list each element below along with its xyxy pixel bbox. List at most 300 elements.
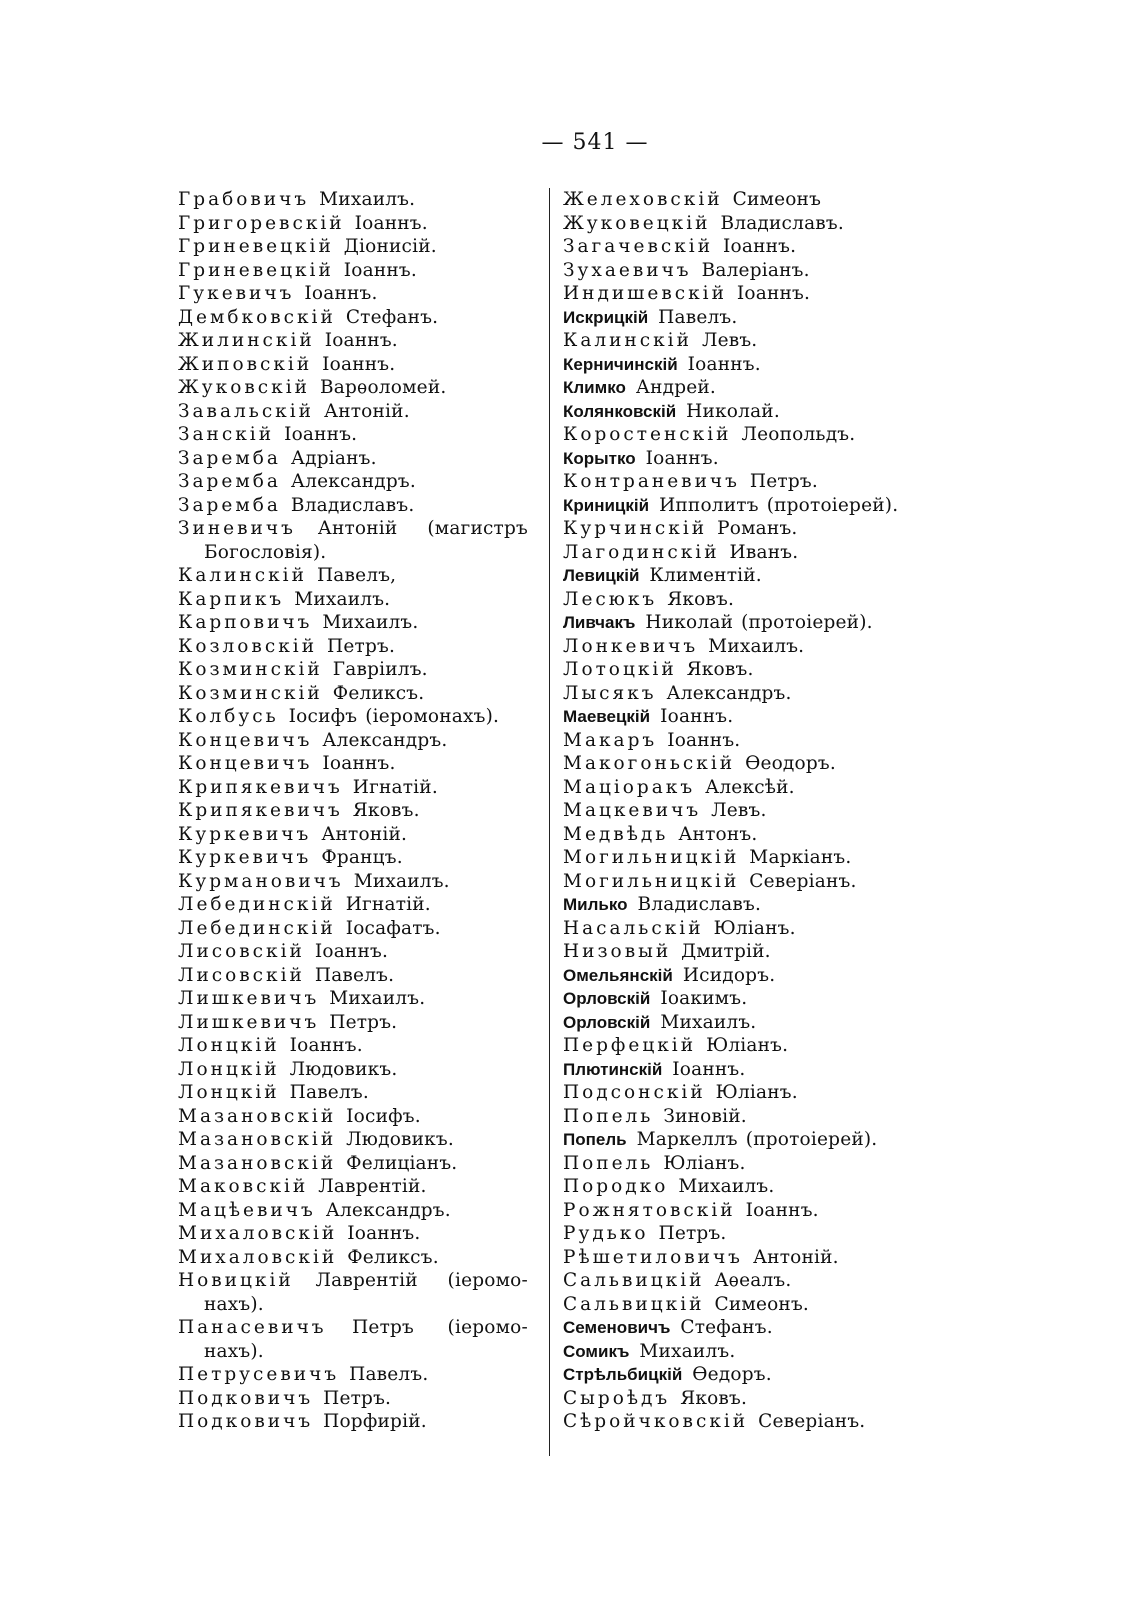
entry-note: (іеромонахъ).: [365, 706, 500, 727]
list-item: [563, 306, 923, 330]
entry-given-name: Францъ.: [321, 847, 403, 868]
list-item: [178, 1387, 538, 1411]
list-item: [563, 188, 923, 212]
entry-given-name: Александръ.: [322, 729, 448, 751]
entry-surname: Григоревскій: [178, 212, 345, 234]
entry-given-name: Лаврентій: [315, 1270, 418, 1291]
entry-given-name: Іоаннъ.: [304, 283, 378, 304]
list-item: [563, 1034, 923, 1058]
list-item: [563, 1410, 923, 1434]
entry-surname: Семеновичъ: [563, 1318, 671, 1337]
entry-given-name: Порфирій.: [323, 1411, 427, 1432]
entry-given-name: Андрей.: [635, 377, 717, 398]
entry-surname: Подсонскій: [563, 1082, 706, 1103]
entry-surname: Омельянскій: [563, 965, 673, 985]
entry-surname: Жиповскій: [178, 353, 313, 375]
entry-given-name: Северіанъ.: [749, 870, 857, 892]
entry-given-name: Александръ.: [290, 471, 416, 492]
entry-surname: Мацѣевичъ: [178, 1199, 316, 1221]
entry-given-name: Адріанъ.: [290, 447, 377, 469]
entry-given-name: Іоаннъ.: [723, 236, 797, 257]
entry-given-name: Діонисій.: [343, 236, 437, 257]
entry-surname: Милько: [563, 895, 628, 914]
entry-surname: Курмановичъ: [178, 870, 344, 892]
entry-surname: Низовый: [563, 941, 672, 962]
entry-surname: Ливчакъ: [563, 613, 636, 632]
list-item: [178, 423, 538, 447]
list-item: [563, 1387, 923, 1411]
entry-surname: Сыроѣдъ: [563, 1387, 671, 1409]
left-column: [178, 188, 538, 1434]
entry-surname: Лотоцкій: [563, 659, 677, 680]
entry-surname: Лесюкъ: [563, 588, 658, 610]
entry-surname: Породко: [563, 1176, 669, 1197]
entry-given-name: Юліанъ.: [715, 1082, 798, 1103]
entry-given-name: Стефанъ.: [345, 306, 439, 328]
entry-surname: Лебединскій: [178, 917, 336, 939]
entry-given-name: Владиславъ.: [290, 494, 415, 516]
entry-surname: Панасевичъ: [178, 1317, 327, 1338]
entry-surname: Лагодинскій: [563, 541, 720, 563]
entry-given-name: Северіанъ.: [758, 1411, 866, 1432]
entry-given-name: Дмитрій.: [681, 941, 771, 962]
entry-surname: Индишевскій: [563, 283, 727, 304]
entry-surname: Крипякевичъ: [178, 776, 343, 798]
entry-given-name: Александръ.: [666, 682, 792, 704]
entry-surname: Мазановскій: [178, 1105, 337, 1127]
entry-given-name: Іоаннъ.: [687, 353, 761, 375]
entry-given-name: Феликсъ.: [347, 1246, 439, 1268]
entry-given-name: Павелъ.: [658, 306, 738, 328]
list-item: [178, 494, 538, 518]
list-item: [563, 329, 923, 353]
entry-given-name: Ипполитъ: [659, 494, 759, 516]
entry-given-name: Іосифъ.: [346, 1105, 421, 1127]
entry-given-name: Игнатій.: [345, 894, 431, 915]
entry-surname: Лисовскій: [178, 941, 305, 962]
list-item: [563, 658, 923, 682]
entry-surname: Лишкевичъ: [178, 1011, 320, 1033]
list-item: [563, 729, 923, 753]
entry-given-name: Владиславъ.: [720, 212, 844, 234]
entry-given-name: Антонъ.: [678, 823, 758, 845]
entry-given-name: Ѳедоръ.: [692, 1364, 772, 1385]
list-item: [563, 1316, 923, 1340]
list-item: [563, 400, 923, 424]
entry-surname: Заремба: [178, 447, 281, 469]
list-item: [563, 282, 923, 306]
list-item: [178, 1222, 538, 1246]
entry-given-name: Николай: [645, 612, 734, 633]
entry-surname: Петрусевичъ: [178, 1364, 340, 1385]
list-item: [563, 564, 923, 588]
entry-given-name: Петръ.: [327, 635, 396, 657]
entry-surname: Маковскій: [178, 1176, 309, 1197]
list-item: [563, 1175, 923, 1199]
entry-surname: Сѣройчковскій: [563, 1411, 749, 1432]
entry-surname: Мазановскій: [178, 1129, 337, 1150]
entry-surname: Маціоракъ: [563, 776, 696, 798]
list-item: [563, 1340, 923, 1364]
list-item: [563, 1199, 923, 1223]
entry-given-name: Ѳеодоръ.: [745, 753, 836, 774]
entry-given-name: Михаилъ.: [639, 1340, 736, 1362]
entry-given-name: Павелъ.: [349, 1364, 429, 1385]
list-item: [178, 752, 538, 776]
entry-surname: Попель: [563, 1105, 654, 1127]
entry-given-name: Іоаннъ.: [745, 1199, 819, 1221]
entry-note: (протоіерей).: [766, 494, 899, 516]
entry-given-name: Людовикъ.: [289, 1058, 398, 1080]
list-item: [178, 658, 538, 682]
entry-surname: Рѣшетиловичъ: [563, 1246, 743, 1268]
entry-surname: Заремба: [178, 494, 281, 516]
entry-surname: Новицкій: [178, 1270, 294, 1291]
list-item: [563, 752, 923, 776]
entry-surname: Подковичъ: [178, 1411, 314, 1432]
entry-given-name: Юліанъ.: [706, 1035, 789, 1056]
entry-given-name: Левъ.: [701, 330, 758, 351]
list-item: [563, 846, 923, 870]
entry-given-name: Гавріилъ.: [332, 659, 428, 680]
list-item: [178, 893, 538, 917]
entry-surname: Лебединскій: [178, 894, 336, 915]
list-item: [563, 470, 923, 494]
list-item: [178, 282, 538, 306]
entry-surname: Рудько: [563, 1223, 649, 1244]
list-item: [178, 212, 538, 236]
entry-surname: Медвѣдь: [563, 823, 669, 845]
entry-note: (протоіерей).: [745, 1129, 878, 1150]
list-item: [178, 400, 538, 424]
entry-surname: Насальскій: [563, 917, 704, 939]
entry-surname: Желеховскій: [563, 189, 723, 210]
entry-surname: Могильницкій: [563, 847, 740, 868]
entry-given-name: Зиновій.: [663, 1105, 747, 1127]
entry-given-name: Яковъ.: [686, 659, 754, 680]
entry-surname: Калинскій: [563, 330, 692, 351]
entry-surname: Стрѣльбицкій: [563, 1365, 683, 1384]
entry-surname: Плютинскій: [563, 1059, 663, 1079]
entry-given-name: Владиславъ.: [637, 894, 762, 915]
entry-given-name: Аѳеалъ.: [714, 1270, 792, 1291]
entry-given-name: Іоакимъ.: [660, 988, 748, 1009]
entry-given-name: Іоаннъ.: [667, 729, 741, 751]
list-item: [178, 1269, 528, 1293]
entry-given-name: Михаилъ.: [678, 1176, 775, 1197]
entry-note: (протоіерей).: [741, 612, 873, 633]
entry-given-name: Фелиціанъ.: [346, 1152, 458, 1174]
entry-surname: Лонкевичъ: [563, 635, 699, 657]
list-item: [563, 353, 923, 377]
list-item: [563, 776, 923, 800]
list-item: [563, 870, 923, 894]
entry-given-name: Симеонъ: [732, 189, 822, 210]
list-item: [178, 1293, 538, 1317]
entry-given-name: Іоаннъ.: [343, 259, 417, 281]
entry-surname: Гриневецкій: [178, 236, 334, 257]
list-item: [178, 517, 528, 541]
page-number: — 541 —: [541, 130, 649, 155]
list-item: [563, 705, 923, 729]
list-item: [178, 188, 538, 212]
list-item: [178, 259, 538, 283]
list-item: [178, 1316, 528, 1340]
list-item: [178, 1058, 538, 1082]
list-item: [178, 1410, 538, 1434]
list-item: [178, 682, 538, 706]
entry-given-name: Иванъ.: [729, 541, 799, 563]
entry-surname: Рожнятовскій: [563, 1199, 736, 1221]
entry-surname: Корытко: [563, 448, 636, 468]
entry-given-name: Романъ.: [717, 518, 798, 539]
list-item: [563, 1246, 923, 1270]
entry-surname: Попель: [563, 1152, 654, 1174]
list-item: [563, 423, 923, 447]
entry-surname: Сальвицкій: [563, 1293, 705, 1315]
list-item: [563, 1152, 923, 1176]
column-divider: [549, 188, 550, 1456]
list-item: [178, 235, 538, 259]
entry-surname: Козминскій: [178, 659, 323, 680]
entry-given-name: Петръ.: [329, 1011, 398, 1033]
list-item: [178, 306, 538, 330]
entry-surname: Загачевскій: [563, 236, 714, 257]
entry-surname: Козминскій: [178, 682, 323, 704]
list-item: [178, 1246, 538, 1270]
entry-surname: Сомикъ: [563, 1341, 630, 1361]
entry-surname: Керничинскій: [563, 354, 678, 374]
entry-given-name: Іоаннъ.: [322, 753, 396, 774]
list-item: [178, 353, 538, 377]
entry-given-name: Людовикъ.: [346, 1129, 454, 1150]
entry-surname: Куркевичъ: [178, 823, 312, 845]
list-item: [563, 1293, 923, 1317]
entry-given-name: Петръ: [352, 1317, 415, 1338]
entry-note: (іеромо-: [447, 1317, 528, 1338]
entry-given-name: Яковъ.: [680, 1387, 748, 1409]
list-item: [563, 1128, 923, 1152]
entry-surname: Криницкій: [563, 495, 650, 515]
entry-surname: Лонцкій: [178, 1058, 280, 1080]
entry-given-name: Іоаннъ.: [660, 706, 734, 727]
entry-given-name: Антоній.: [752, 1246, 839, 1268]
entry-given-name: Петръ.: [749, 471, 818, 492]
entry-surname: Лишкевичъ: [178, 988, 320, 1009]
entry-surname: Жуковецкій: [563, 212, 711, 234]
list-item: [178, 447, 538, 471]
list-item: [563, 940, 923, 964]
entry-surname: Мазановскій: [178, 1152, 337, 1174]
entry-surname: Гукевичъ: [178, 283, 295, 304]
entry-given-name: Іоаннъ.: [324, 330, 398, 351]
entry-given-name: Михаилъ.: [294, 588, 391, 610]
entry-given-name: Юліанъ.: [713, 917, 796, 939]
entry-surname: Макогоньскій: [563, 753, 736, 774]
entry-surname: Коростенскій: [563, 424, 732, 445]
list-item: [178, 611, 538, 635]
entry-given-name: Іоаннъ.: [284, 424, 358, 445]
entry-surname: Могильницкій: [563, 870, 740, 892]
entry-given-name: Михаилъ.: [322, 612, 419, 633]
list-item: [178, 329, 538, 353]
list-item: [563, 1011, 923, 1035]
entry-given-name: Іоаннъ.: [322, 353, 396, 375]
entry-given-name: Павелъ,: [316, 565, 397, 586]
entry-surname: Концевичъ: [178, 729, 313, 751]
list-item: [178, 1034, 538, 1058]
entry-given-name: Іоаннъ.: [347, 1223, 421, 1244]
entry-given-name: Іосифъ: [288, 706, 358, 727]
list-item: [563, 541, 923, 565]
entry-surname: Грабовичъ: [178, 189, 310, 210]
entry-continuation: нахъ).: [204, 1293, 264, 1315]
entry-given-name: Алексѣй.: [705, 776, 795, 798]
entry-given-name: Леопольдъ.: [741, 424, 856, 445]
entry-surname: Жуковскій: [178, 377, 310, 398]
entry-given-name: Яковъ.: [352, 800, 420, 821]
entry-surname: Дембковскій: [178, 306, 336, 328]
list-item: [178, 1011, 538, 1035]
list-item: [178, 799, 538, 823]
entry-given-name: Петръ.: [323, 1387, 392, 1409]
entry-given-name: Іосафатъ.: [345, 917, 441, 939]
entry-given-name: Яковъ.: [667, 588, 735, 610]
entry-surname: Орловскій: [563, 989, 651, 1008]
list-item: [563, 1269, 923, 1293]
entry-given-name: Антоній: [317, 518, 398, 539]
entry-surname: Левицкій: [563, 566, 640, 585]
entry-surname: Попель: [563, 1130, 627, 1149]
entry-surname: Искрицкій: [563, 307, 649, 327]
list-item: [178, 564, 538, 588]
entry-surname: Карповичъ: [178, 612, 313, 633]
list-item: [563, 1363, 923, 1387]
entry-given-name: Варѳоломей.: [319, 377, 447, 398]
list-item: [178, 964, 538, 988]
entry-continuation: Богословія).: [204, 541, 327, 563]
entry-given-name: Іоаннъ.: [289, 1035, 363, 1056]
entry-given-name: Маркіанъ.: [749, 847, 852, 868]
list-item: [563, 376, 923, 400]
list-item: [178, 1340, 538, 1364]
list-item: [563, 259, 923, 283]
entry-surname: Колбусь: [178, 706, 279, 727]
entry-surname: Климко: [563, 378, 626, 397]
list-item: [178, 1152, 538, 1176]
list-item: [563, 1058, 923, 1082]
list-item: [178, 776, 538, 800]
entry-surname: Лысякъ: [563, 682, 657, 704]
entry-given-name: Михаилъ.: [660, 1011, 757, 1033]
entry-surname: Сальвицкій: [563, 1270, 705, 1291]
list-item: [563, 494, 923, 518]
entry-given-name: Михаилъ.: [319, 189, 416, 210]
entry-given-name: Стефанъ.: [680, 1317, 773, 1338]
list-item: [178, 635, 538, 659]
entry-surname: Колянковскій: [563, 401, 677, 421]
list-item: [178, 1081, 538, 1105]
list-item: [563, 964, 923, 988]
entry-given-name: Юліанъ.: [663, 1152, 746, 1174]
entry-surname: Подковичъ: [178, 1387, 314, 1409]
list-item: [563, 917, 923, 941]
entry-surname: Куркевичъ: [178, 847, 312, 868]
entry-surname: Заремба: [178, 471, 281, 492]
entry-given-name: Михаилъ.: [708, 635, 805, 657]
entry-surname: Михаловскій: [178, 1223, 338, 1244]
entry-given-name: Александръ.: [325, 1199, 451, 1221]
entry-given-name: Іоаннъ.: [314, 941, 389, 962]
entry-given-name: Валеріанъ.: [701, 259, 810, 281]
list-item: [178, 541, 538, 565]
entry-given-name: Іоаннъ.: [672, 1058, 746, 1080]
entry-surname: Завальскій: [178, 400, 314, 422]
right-column: [563, 188, 923, 1434]
entry-given-name: Іоаннъ.: [645, 447, 719, 469]
list-item: [563, 588, 923, 612]
list-item: [178, 1199, 538, 1223]
list-item: [563, 235, 923, 259]
list-item: [178, 470, 538, 494]
entry-surname: Жилинскій: [178, 330, 315, 351]
entry-surname: Зиневичъ: [178, 518, 296, 539]
list-item: [563, 635, 923, 659]
entry-surname: Карпикъ: [178, 588, 285, 610]
list-item: [563, 823, 923, 847]
entry-surname: Контраневичъ: [563, 471, 740, 492]
entry-given-name: Антоній.: [321, 823, 408, 845]
list-item: [563, 1081, 923, 1105]
list-item: [563, 517, 923, 541]
list-item: [563, 893, 923, 917]
entry-given-name: Петръ.: [658, 1223, 727, 1244]
entry-surname: Макаръ: [563, 729, 658, 751]
entry-surname: Лонцкій: [178, 1082, 280, 1103]
entry-surname: Козловскій: [178, 635, 318, 657]
list-item: [563, 212, 923, 236]
entry-given-name: Михаилъ.: [353, 870, 450, 892]
entry-given-name: Симеонъ.: [714, 1293, 810, 1315]
entry-surname: Перфецкій: [563, 1035, 697, 1056]
list-item: [563, 987, 923, 1011]
entry-surname: Мацкевичъ: [563, 800, 702, 821]
list-item: [178, 729, 538, 753]
entry-note: (магистръ: [427, 518, 528, 539]
entry-given-name: Игнатій.: [352, 776, 438, 798]
list-item: [178, 940, 538, 964]
list-item: [563, 799, 923, 823]
entry-given-name: Николай.: [686, 400, 780, 422]
list-item: [563, 611, 923, 635]
entry-given-name: Исидоръ.: [682, 964, 776, 986]
entry-given-name: Левъ.: [711, 800, 767, 821]
list-item: [178, 1363, 538, 1387]
entry-surname: Крипякевичъ: [178, 800, 343, 821]
list-item: [563, 447, 923, 471]
entry-given-name: Іоаннъ.: [354, 212, 428, 234]
entry-surname: Лисовскій: [178, 964, 305, 986]
entry-given-name: Феликсъ.: [332, 682, 425, 704]
entry-given-name: Павелъ.: [314, 964, 395, 986]
entry-given-name: Климентій.: [649, 565, 762, 586]
list-item: [178, 705, 538, 729]
entry-given-name: Михаилъ.: [329, 988, 426, 1009]
list-item: [178, 588, 538, 612]
entry-given-name: Іоаннъ.: [736, 283, 811, 304]
entry-note: (іеромо-: [447, 1270, 528, 1291]
list-item: [563, 682, 923, 706]
